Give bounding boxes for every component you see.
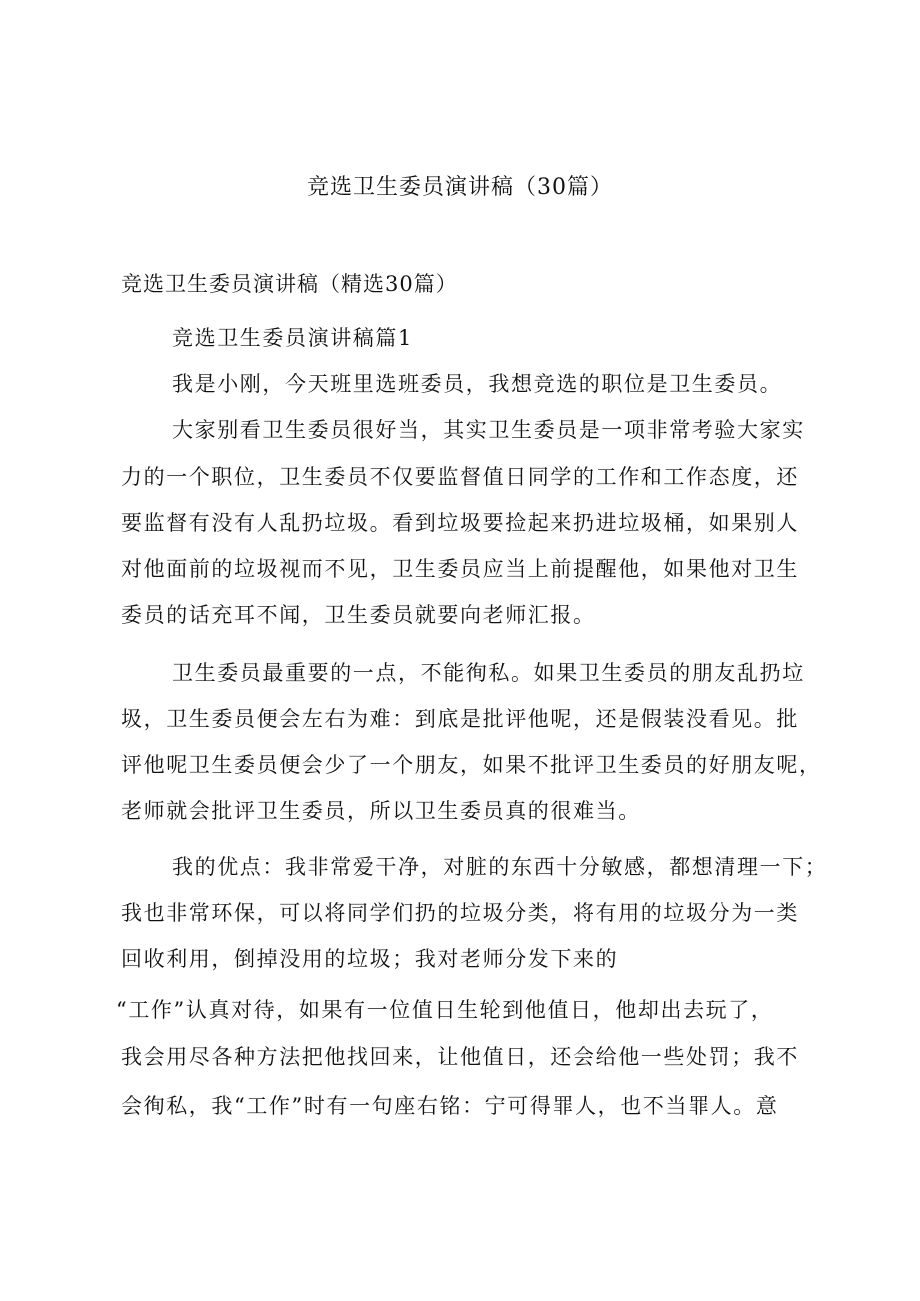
paragraph-line: 我的优点：我非常爱干净，对脏的东西十分敏感，都想清理一下； <box>172 855 828 879</box>
paragraph-line: 委员的话充耳不闻，卫生委员就要向老师汇报。 <box>121 603 596 627</box>
paragraph-line: 评他呢卫生委员便会少了一个朋友，如果不批评卫生委员的好朋友呢， <box>121 753 822 777</box>
paragraph-line: 老师就会批评卫生委员，所以卫生委员真的很难当。 <box>121 799 641 823</box>
paragraph-line: 回收利用，倒掉没用的垃圾；我对老师分发下来的 <box>121 947 619 971</box>
paragraph-line: 我也非常环保，可以将同学们扔的垃圾分类，将有用的垃圾分为一类 <box>121 901 799 925</box>
paragraph-line: 我会用尽各种方法把他找回来，让他值日，还会给他一些处罚；我不 <box>121 1045 799 1069</box>
paragraph-line: 会徇私，我“工作”时有一句座右铭：宁可得罪人，也不当罪人。意 <box>121 1094 779 1118</box>
paragraph-line: 圾，卫生委员便会左右为难：到底是批评他呢，还是假装没看见。批 <box>121 707 799 731</box>
section-heading: 竞选卫生委员演讲稿篇1 <box>172 326 413 350</box>
paragraph-line: 大家别看卫生委员很好当，其实卫生委员是一项非常考验大家实 <box>172 418 805 442</box>
paragraph-line: “工作”认真对待，如果有一位值日生轮到他值日，他却出去玩了， <box>116 998 774 1022</box>
document-title: 竞选卫生委员演讲稿（30篇） <box>307 175 613 200</box>
paragraph-line: 卫生委员最重要的一点，不能徇私。如果卫生委员的朋友乱扔垃 <box>172 661 805 685</box>
paragraph-line: 我是小刚，今天班里选班委员，我想竞选的职位是卫生委员。 <box>172 372 783 396</box>
paragraph-line: 对他面前的垃圾视而不见，卫生委员应当上前提醒他，如果他对卫生 <box>121 557 799 581</box>
document-subtitle: 竞选卫生委员演讲稿（精选30篇） <box>121 272 458 296</box>
paragraph-line: 力的一个职位，卫生委员不仅要监督值日同学的工作和工作态度，还 <box>121 465 799 489</box>
paragraph-line: 要监督有没有人乱扔垃圾。看到垃圾要捡起来扔进垃圾桶，如果别人 <box>121 511 799 535</box>
